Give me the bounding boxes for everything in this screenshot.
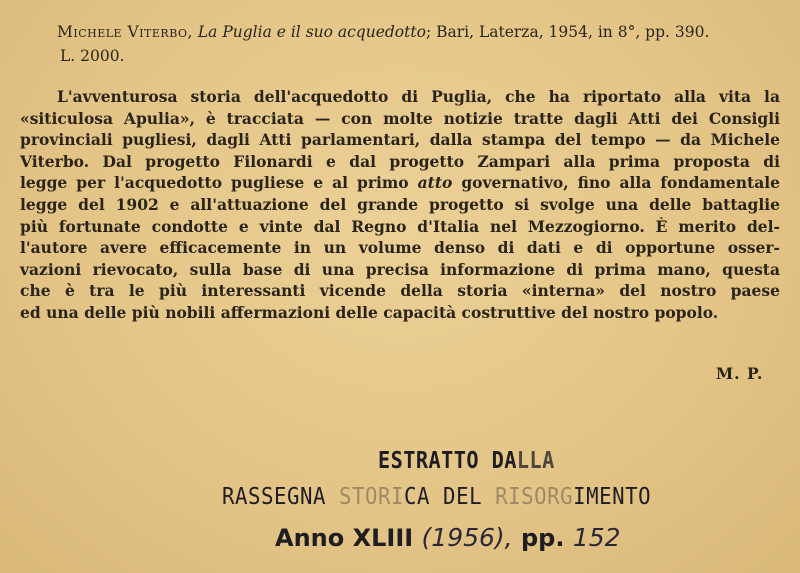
offprint-stamp-line3	[275, 523, 621, 552]
stamp-text-faint: STORI	[339, 484, 405, 510]
offprint-stamp-line2	[222, 484, 651, 510]
citation-line	[57, 20, 777, 44]
review-line-part: legge per l'acquedotto pugliese e al primo	[20, 173, 418, 193]
italic-word: atto	[417, 173, 453, 193]
price: L. 2000.	[60, 47, 125, 65]
review-line: l'autore avere efficacemente in un volume denso di dati e di opportune osser-	[20, 238, 780, 258]
review-line: ed una delle più nobili affermazioni delle capacità costruttive del nostro popolo.	[20, 302, 719, 322]
stamp-pages-label: pp.	[520, 524, 565, 552]
author-name: Michele Viterbo,	[57, 23, 193, 41]
review-line: L'avventurosa storia dell'acquedotto di Puglia, che ha riportato alla vita la	[57, 87, 780, 106]
reviewer-signature: M. P.	[716, 364, 764, 383]
handwritten-pages: 152	[572, 523, 621, 552]
review-line: legge del 1902 e all'attuazione del grande progetto si svolge una delle battaglie	[20, 194, 780, 214]
stamp-text-faint: LLA	[516, 448, 555, 474]
review-line-part: governativo, fino alla fondamentale	[452, 173, 780, 193]
stamp-text: ESTRATTO DA	[378, 448, 517, 474]
stamp-text: CA DEL	[404, 484, 496, 510]
stamp-text: IMENTO	[573, 484, 652, 510]
bibliographic-header	[57, 20, 777, 65]
review-line: Viterbo. Dal progetto Filonardi e dal progetto Zampari alla prima proposta di	[20, 151, 780, 171]
publication-details: ; Bari, Laterza, 1954, in 8°, pp. 390.	[425, 23, 710, 41]
stamp-year-label: Anno XLIII	[275, 524, 414, 552]
review-line: che è tra le più interessanti vicende della storia «interna» del nostro paese	[20, 281, 780, 301]
offprint-stamp-line1	[378, 448, 555, 474]
review-line: vazioni rievocato, sulla base di una precisa informazione di prima mano, questa	[20, 259, 780, 279]
book-title: La Puglia e il suo acquedotto	[197, 23, 426, 41]
review-line: più fortunate condotte e vinte dal Regno d'Italia nel Mezzogiorno. È merito del-	[20, 216, 780, 236]
stamp-text: RASSEGNA	[222, 484, 340, 510]
review-line: provinciali pugliesi, dagli Atti parlamentari, dalla stampa del tempo — da Michele	[20, 130, 780, 150]
stamp-text-faint: RISORG	[495, 484, 574, 510]
review-line: «siticulosa Apulia», è tracciata — con molte notizie tratte dagli Atti dei Consigli	[20, 108, 780, 128]
review-text	[20, 86, 780, 324]
handwritten-year: (1956),	[421, 523, 513, 552]
review-line	[20, 172, 780, 194]
